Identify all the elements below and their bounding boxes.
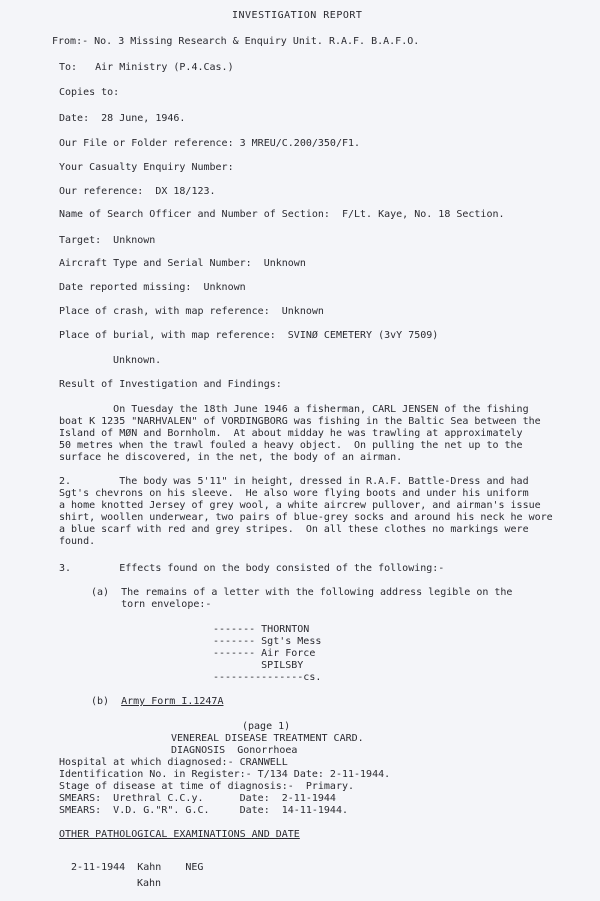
para1-line: surface he discovered, in the net, the body of an airman. bbox=[59, 452, 403, 463]
item-a-line: (a) The remains of a letter with the following address legible on the bbox=[91, 587, 513, 598]
para3-line: 3. Effects found on the body consisted of the following:- bbox=[59, 563, 445, 574]
para1-line: 50 metres when the trawl fouled a heavy object. On pulling the net up to the bbox=[59, 440, 523, 451]
our-reference-line: Our reference: DX 18/123. bbox=[59, 186, 216, 197]
item-b-prefix: (b) bbox=[91, 696, 122, 707]
card-line: Identification No. in Register:- T/134 Date: 2-11-1944. bbox=[59, 769, 391, 780]
exam-line: Kahn bbox=[137, 878, 162, 889]
card-line: Hospital at which diagnosed:- CRANWELL bbox=[59, 757, 288, 768]
para1-line: On Tuesday the 18th June 1946 a fisherman, CARL JENSEN of the fishing bbox=[59, 404, 529, 415]
card-diagnosis: DIAGNOSIS Gonorrhoea bbox=[171, 745, 298, 756]
item-a-line: torn envelope:- bbox=[91, 599, 212, 610]
address-line: ---------------cs. bbox=[213, 672, 322, 683]
para2-line: found. bbox=[59, 536, 96, 547]
para2-line: a blue scarf with red and grey stripes. On all these clothes no markings were bbox=[59, 524, 529, 535]
para2-line: shirt, woollen underwear, two pairs of blue-grey socks and around his neck he wore bbox=[59, 512, 553, 523]
address-line: SPILSBY bbox=[213, 660, 304, 671]
para2-line: 2. The body was 5'11" in height, dressed in R.A.F. Battle-Dress and had bbox=[59, 476, 529, 487]
para1-line: Island of MØN and Bornholm. At about midday he was trawling at approximately bbox=[59, 428, 523, 439]
target-line: Target: Unknown bbox=[59, 235, 156, 246]
date-line: Date: 28 June, 1946. bbox=[59, 113, 186, 124]
card-page-number: (page 1) bbox=[242, 721, 291, 732]
report-title: INVESTIGATION REPORT bbox=[232, 10, 363, 21]
result-heading: Result of Investigation and Findings: bbox=[59, 379, 282, 390]
army-form-label: Army Form I.1247A bbox=[121, 696, 224, 707]
from-line: From:- No. 3 Missing Research & Enquiry Unit. R.A.F. B.A.F.O. bbox=[52, 36, 420, 47]
para2-line: a home knotted Jersey of grey wool, a white aircrew pullover, and airman's issue bbox=[59, 500, 541, 511]
place-crash-line: Place of crash, with map reference: Unknown bbox=[59, 306, 324, 317]
item-b-line bbox=[91, 696, 223, 708]
card-line: SMEARS: Urethral C.C.y. Date: 2-11-1944 bbox=[59, 793, 336, 804]
card-line: SMEARS: V.D. G."R". G.C. Date: 14-11-1944. bbox=[59, 805, 348, 816]
date-missing-line: Date reported missing: Unknown bbox=[59, 282, 246, 293]
burial-unknown-line: Unknown. bbox=[113, 355, 162, 366]
card-line: Stage of disease at time of diagnosis:- Primary. bbox=[59, 781, 355, 792]
address-line: ------- Sgt's Mess bbox=[213, 636, 322, 647]
address-line: ------- THORNTON bbox=[213, 624, 310, 635]
copies-line: Copies to: bbox=[59, 87, 120, 98]
exam-line: 2-11-1944 Kahn NEG bbox=[71, 862, 204, 873]
place-burial-line: Place of burial, with map reference: SVINØ CEMETERY (3vY 7509) bbox=[59, 330, 439, 341]
para1-line: boat K 1235 "NARHVALEN" of VORDINGBORG was fishing in the Baltic Sea between the bbox=[59, 416, 541, 427]
address-line: ------- Air Force bbox=[213, 648, 316, 659]
search-officer-line: Name of Search Officer and Number of Section: F/Lt. Kaye, No. 18 Section. bbox=[59, 209, 505, 220]
para2-line: Sgt's chevrons on his sleeve. He also wore flying boots and under his uniform bbox=[59, 488, 529, 499]
file-reference-line: Our File or Folder reference: 3 MREU/C.200/350/F1. bbox=[59, 138, 361, 149]
other-exams-heading: OTHER PATHOLOGICAL EXAMINATIONS AND DATE bbox=[59, 829, 300, 840]
aircraft-line: Aircraft Type and Serial Number: Unknown bbox=[59, 258, 306, 269]
to-line: To: Air Ministry (P.4.Cas.) bbox=[59, 62, 234, 73]
casualty-enquiry-line: Your Casualty Enquiry Number: bbox=[59, 162, 234, 173]
card-title: VENEREAL DISEASE TREATMENT CARD. bbox=[171, 733, 364, 744]
